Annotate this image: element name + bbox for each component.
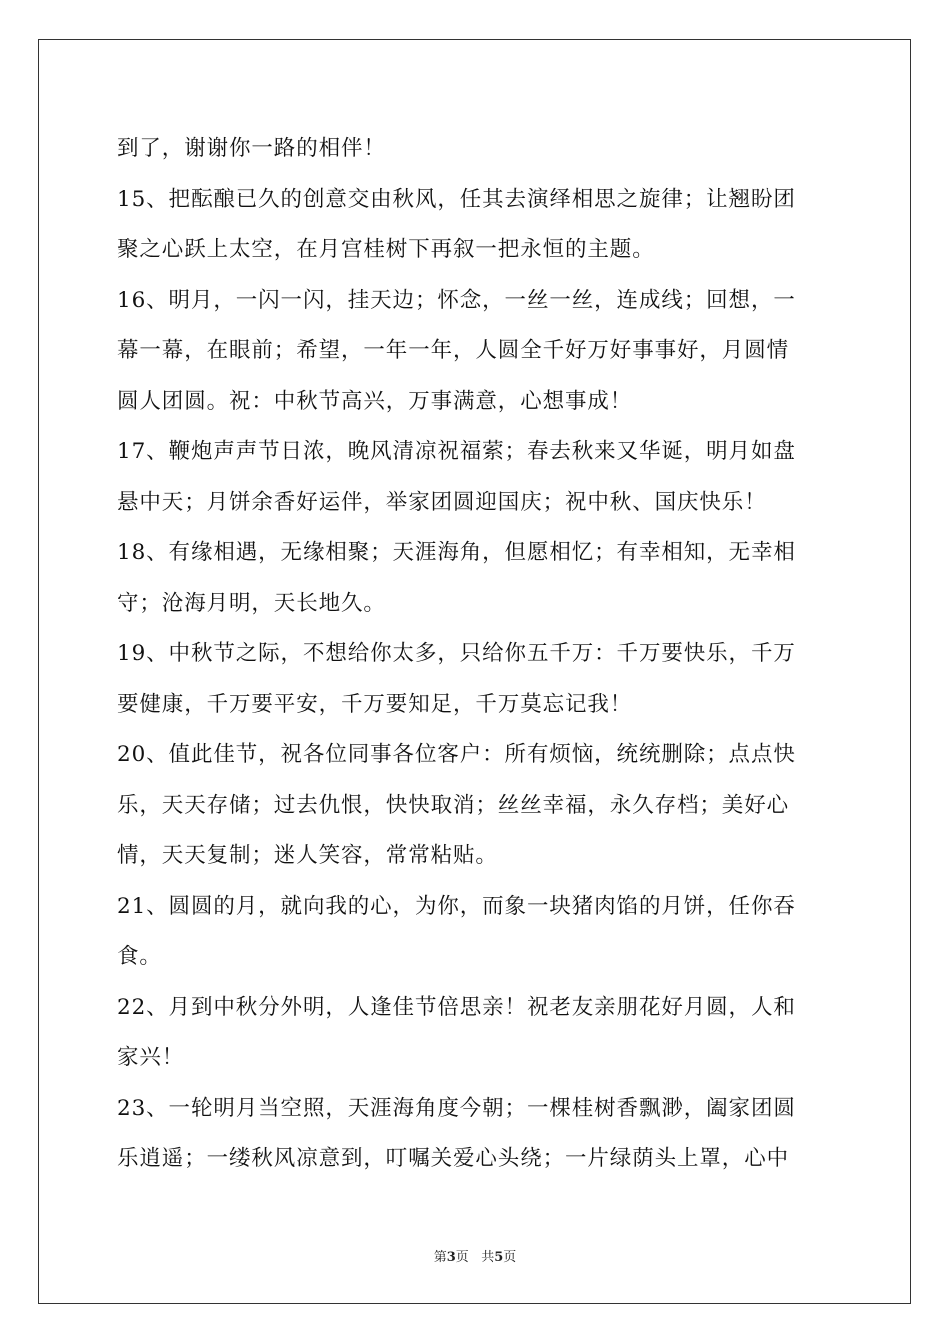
page-label-suffix: 页 [455,1250,469,1265]
document-body [117,124,835,1185]
text-line: 情，天天复制；迷人笑容，常常粘贴。 [117,843,498,868]
text-line: 18、有缘相遇，无缘相聚；天涯海角，但愿相忆；有幸相知，无幸相 [117,540,796,565]
text-line: 15、把酝酿已久的创意交由秋风，任其去演绎相思之旋律；让翘盼团 [117,186,796,212]
text-line: 圆人团圆。祝：中秋节高兴，万事满意，心想事成！ [117,388,633,414]
text-line: 16、明月，一闪一闪，挂天边；怀念，一丝一丝，连成线；回想，一 [117,287,796,313]
text-line: 幕一幕，在眼前；希望，一年一年，人圆全千好万好事事好，月圆情 [117,338,790,363]
text-line: 17、鞭炮声声节日浓，晚风清凉祝福萦；春去秋来又华诞，明月如盘 [117,439,796,464]
text-line: 22、月到中秋分外明，人逢佳节倍思亲！祝老友亲朋花好月圆，人和 [117,994,796,1020]
text-line: 守；沧海月明，天长地久。 [117,590,386,616]
text-line: 乐，天天存储；过去仇恨，快快取消；丝丝幸福，永久存档；美好心 [117,792,790,818]
text-line: 23、一轮明月当空照，天涯海角度今朝；一棵桂树香飘渺，阖家团圆 [117,1095,796,1121]
text-line: 19、中秋节之际，不想给你太多，只给你五千万：千万要快乐，千万 [117,641,796,666]
text-line: 到了，谢谢你一路的相伴！ [117,136,386,161]
text-line: 食。 [117,944,162,969]
page-total-number: 5 [494,1250,504,1265]
text-line: 20、值此佳节，祝各位同事各位客户：所有烦恼，统统删除；点点快 [117,742,796,767]
total-label-suffix: 页 [503,1250,517,1265]
text-line: 要健康，千万要平安，千万要知足，千万莫忘记我！ [117,691,633,717]
text-line: 悬中天；月饼余香好运伴，举家团圆迎国庆；祝中秋、国庆快乐！ [117,489,767,515]
total-label-prefix: 共 [481,1250,495,1265]
page-footer [0,1246,950,1265]
text-line: 21、圆圆的月，就向我的心，为你，而象一块猪肉馅的月饼，任你吞 [117,893,796,919]
text-line: 家兴！ [117,1045,185,1070]
page-label-prefix: 第 [433,1250,447,1265]
page-current-number: 3 [446,1250,456,1265]
text-line: 聚之心跃上太空，在月宫桂树下再叙一把永恒的主题。 [117,237,655,262]
text-line: 乐逍遥；一缕秋风凉意到，叮嘱关爱心头绕；一片绿荫头上罩，心中 [117,1146,790,1171]
